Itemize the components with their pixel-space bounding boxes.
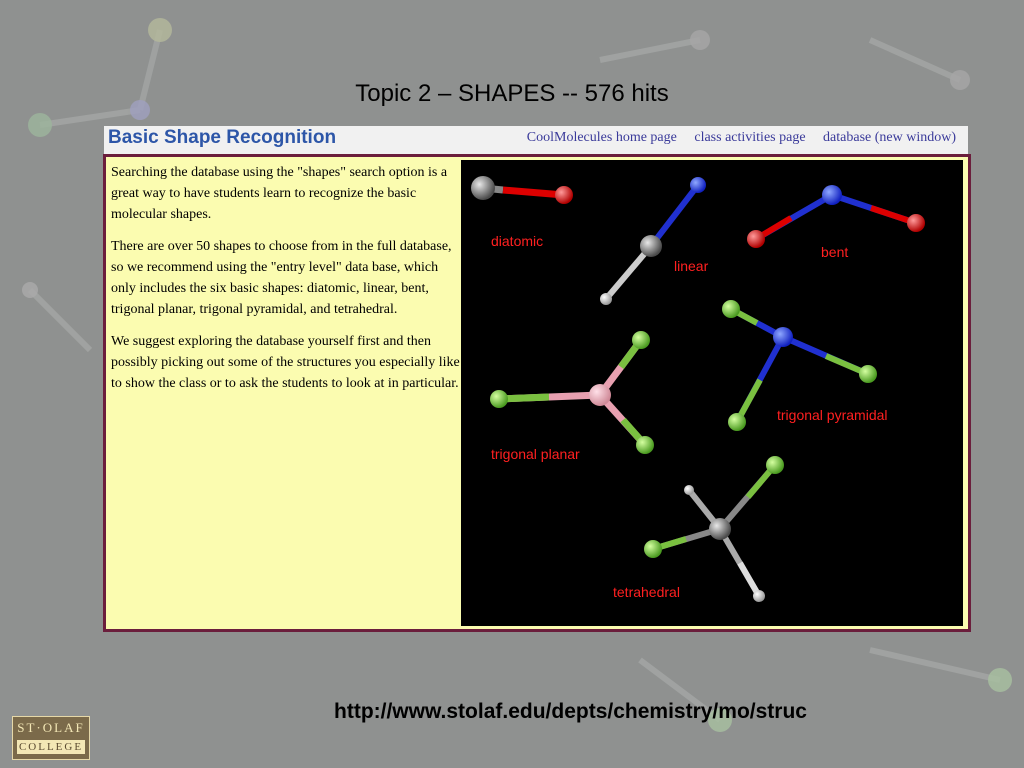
slide-title: Topic 2 – SHAPES -- 576 hits [355, 80, 669, 107]
molecule-tetrahedral [644, 456, 784, 602]
st-olaf-college-logo [12, 716, 90, 760]
label-bent: bent [821, 244, 849, 260]
label-linear: linear [674, 258, 709, 274]
label-tetrahedral: tetrahedral [613, 584, 680, 600]
link-database-new-window[interactable]: database (new window) [823, 130, 956, 145]
page-heading: Basic Shape Recognition [108, 127, 337, 148]
paragraph-suggestion: We suggest exploring the database yourself first and then possibly picking out some of the structures you especially like to show the class or to ask the students to look at in particular. [111, 334, 460, 391]
paragraph-intro: Searching the database using the "shapes" search option is a great way to have students learn to recognize the basic molecular shapes. [111, 165, 448, 222]
label-trigonal-pyramidal: trigonal pyramidal [777, 407, 888, 423]
molecule-diatomic [471, 176, 573, 204]
content-box [103, 154, 971, 632]
logo-line-1: ST·OLAF [17, 720, 85, 735]
logo-line-2: COLLEGE [18, 741, 84, 753]
page-header [104, 126, 968, 154]
link-class-activities[interactable]: class activities page [694, 130, 806, 145]
molecule-panel[interactable] [461, 160, 963, 626]
molecule-bent [747, 185, 925, 248]
source-url[interactable]: http://www.stolaf.edu/depts/chemistry/mo/struc [334, 700, 807, 723]
molecule-linear [600, 177, 706, 305]
link-coolmolecules-home[interactable]: CoolMolecules home page [526, 130, 677, 145]
paragraph-shapes: There are over 50 shapes to choose from in the full database, so we recommend using the "entry level" data base, which only includes the six basic shapes: diatomic, linear, bent, trigonal planar, trigonal pyramidal, and tetrahedral. [111, 239, 452, 317]
label-trigonal-planar: trigonal planar [491, 446, 580, 462]
description-text [111, 162, 461, 405]
header-links [513, 130, 956, 146]
label-diatomic: diatomic [491, 233, 544, 249]
molecule-trigonal-planar [490, 331, 654, 454]
